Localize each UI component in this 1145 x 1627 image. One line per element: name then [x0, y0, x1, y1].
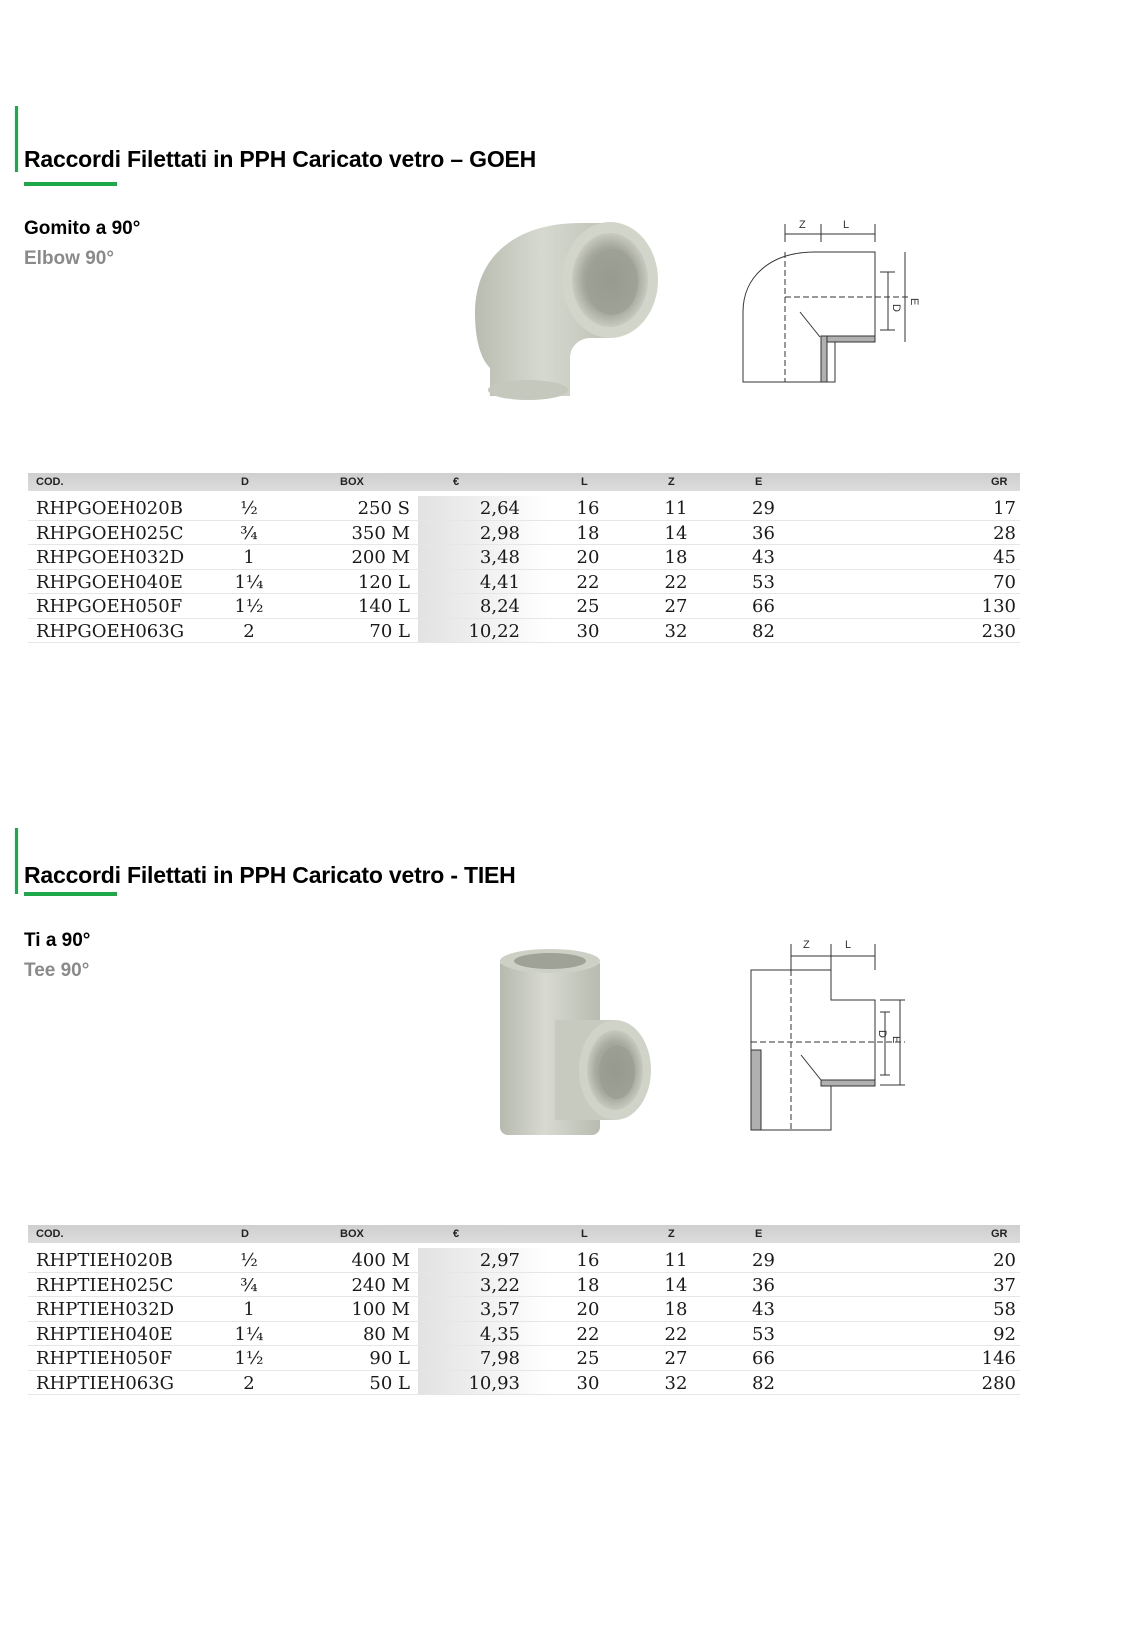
header-gr: GR — [991, 1228, 1008, 1240]
cell-gr: 70 — [993, 571, 1016, 593]
cell-l: 16 — [576, 1250, 600, 1271]
header-e: E — [755, 476, 763, 488]
header-d: D — [241, 1228, 249, 1240]
cell-eur: 3,57 — [479, 1299, 520, 1320]
cell-z: 32 — [664, 620, 688, 642]
cell-e: 43 — [752, 547, 775, 568]
header-eur: € — [453, 1228, 460, 1240]
table-header — [28, 1225, 1020, 1243]
elbow-technical-drawing — [735, 212, 925, 392]
cell-cod: RHPGOEH020B — [36, 498, 183, 519]
header-gr: GR — [991, 476, 1008, 488]
table-body — [28, 496, 1020, 643]
cell-box: 140 L — [357, 596, 410, 617]
table-row — [28, 1346, 1020, 1371]
drawing-label-z: Z — [803, 939, 810, 951]
cell-l: 20 — [576, 547, 600, 568]
cell-box: 250 S — [357, 498, 410, 519]
cell-z: 22 — [664, 571, 688, 593]
header-l: L — [581, 476, 588, 488]
row-separator — [28, 642, 1020, 643]
title-underline — [24, 892, 117, 896]
cell-d: 1½ — [234, 596, 264, 617]
cell-d: ½ — [240, 498, 258, 519]
table-row — [28, 1322, 1020, 1347]
cell-l: 22 — [576, 571, 600, 593]
cell-eur: 3,48 — [479, 547, 520, 568]
cell-eur: 7,98 — [479, 1348, 520, 1369]
table-row — [28, 1371, 1020, 1396]
tee-fitting-photo — [495, 945, 655, 1140]
cell-l: 30 — [576, 620, 600, 642]
cell-cod: RHPTIEH050F — [36, 1348, 173, 1369]
cell-eur: 2,98 — [479, 522, 520, 544]
cell-box: 80 M — [362, 1323, 410, 1345]
cell-eur: 10,93 — [468, 1372, 520, 1394]
cell-gr: 130 — [981, 596, 1016, 617]
cell-box: 240 M — [351, 1274, 410, 1296]
cell-l: 20 — [576, 1299, 600, 1320]
header-cod: COD. — [36, 1228, 64, 1240]
cell-eur: 10,22 — [468, 620, 520, 642]
table-row — [28, 1297, 1020, 1322]
cell-eur: 8,24 — [479, 596, 520, 617]
cell-z: 11 — [664, 1250, 688, 1271]
table-row — [28, 521, 1020, 546]
cell-eur: 4,35 — [479, 1323, 520, 1345]
cell-d: 1¼ — [234, 1323, 264, 1345]
section-title: Raccordi Filettati in PPH Caricato vetro - TIEH — [24, 862, 516, 888]
cell-box: 350 M — [351, 522, 410, 544]
product-table — [28, 1225, 1020, 1395]
cell-e: 36 — [752, 522, 775, 544]
cell-box: 50 L — [369, 1372, 410, 1394]
table-row — [28, 1248, 1020, 1273]
cell-e: 66 — [752, 1348, 775, 1369]
cell-cod: RHPGOEH025C — [36, 522, 184, 544]
cell-box: 100 M — [351, 1299, 410, 1320]
cell-e: 29 — [752, 498, 775, 519]
cell-cod: RHPTIEH040E — [36, 1323, 173, 1345]
tee-technical-drawing — [745, 930, 925, 1135]
header-d: D — [241, 476, 249, 488]
title-underline — [24, 182, 117, 186]
header-box: BOX — [340, 476, 364, 488]
cell-cod: RHPGOEH040E — [36, 571, 183, 593]
cell-e: 29 — [752, 1250, 775, 1271]
cell-l: 25 — [576, 596, 600, 617]
header-e: E — [755, 1228, 763, 1240]
cell-box: 400 M — [351, 1250, 410, 1271]
table-header — [28, 473, 1020, 491]
product-name-it: Ti a 90° — [24, 930, 91, 951]
header-box: BOX — [340, 1228, 364, 1240]
product-table — [28, 473, 1020, 643]
cell-l: 25 — [576, 1348, 600, 1369]
header-cod: COD. — [36, 476, 64, 488]
cell-eur: 2,64 — [479, 498, 520, 519]
cell-z: 14 — [664, 522, 688, 544]
cell-gr: 45 — [993, 547, 1016, 568]
header-z: Z — [668, 1228, 675, 1240]
table-row — [28, 594, 1020, 619]
cell-box: 120 L — [357, 571, 410, 593]
cell-box: 70 L — [369, 620, 410, 642]
header-eur: € — [453, 476, 460, 488]
cell-cod: RHPGOEH050F — [36, 596, 183, 617]
cell-gr: 37 — [993, 1274, 1016, 1296]
cell-l: 18 — [576, 1274, 600, 1296]
section-accent-bar — [15, 828, 18, 894]
cell-cod: RHPTIEH020B — [36, 1250, 173, 1271]
cell-z: 14 — [664, 1274, 688, 1296]
cell-z: 18 — [664, 1299, 688, 1320]
cell-d: 2 — [243, 620, 255, 642]
cell-gr: 280 — [981, 1372, 1016, 1394]
cell-z: 27 — [664, 1348, 688, 1369]
header-l: L — [581, 1228, 588, 1240]
cell-e: 66 — [752, 596, 775, 617]
cell-l: 18 — [576, 522, 600, 544]
cell-z: 27 — [664, 596, 688, 617]
cell-gr: 230 — [981, 620, 1016, 642]
cell-box: 200 M — [351, 547, 410, 568]
product-name-it: Gomito a 90° — [24, 218, 141, 239]
cell-e: 53 — [752, 571, 775, 593]
cell-z: 11 — [664, 498, 688, 519]
table-body — [28, 1248, 1020, 1395]
drawing-label-l: L — [843, 219, 850, 231]
cell-e: 82 — [752, 1372, 775, 1394]
table-row — [28, 496, 1020, 521]
cell-l: 30 — [576, 1372, 600, 1394]
cell-cod: RHPGOEH032D — [36, 547, 185, 568]
product-name-en: Tee 90° — [24, 960, 90, 981]
cell-l: 16 — [576, 498, 600, 519]
drawing-label-e: E — [908, 298, 920, 306]
cell-e: 53 — [752, 1323, 775, 1345]
cell-d: 1 — [243, 1299, 255, 1320]
cell-cod: RHPTIEH063G — [36, 1372, 175, 1394]
cell-z: 32 — [664, 1372, 688, 1394]
cell-gr: 28 — [993, 522, 1016, 544]
drawing-label-d: D — [890, 304, 902, 312]
cell-eur: 4,41 — [479, 571, 520, 593]
cell-l: 22 — [576, 1323, 600, 1345]
table-row — [28, 545, 1020, 570]
cell-z: 22 — [664, 1323, 688, 1345]
cell-d: 1¼ — [234, 571, 264, 593]
cell-d: 1 — [243, 547, 255, 568]
cell-d: ¾ — [240, 1274, 258, 1296]
table-row — [28, 570, 1020, 595]
header-z: Z — [668, 476, 675, 488]
product-name-en: Elbow 90° — [24, 248, 114, 269]
cell-cod: RHPGOEH063G — [36, 620, 185, 642]
cell-d: 2 — [243, 1372, 255, 1394]
cell-e: 43 — [752, 1299, 775, 1320]
cell-d: ½ — [240, 1250, 258, 1271]
cell-d: 1½ — [234, 1348, 264, 1369]
cell-cod: RHPTIEH025C — [36, 1274, 174, 1296]
cell-e: 36 — [752, 1274, 775, 1296]
cell-d: ¾ — [240, 522, 258, 544]
cell-gr: 146 — [981, 1348, 1016, 1369]
drawing-label-d: D — [876, 1030, 888, 1038]
cell-gr: 17 — [993, 498, 1016, 519]
cell-cod: RHPTIEH032D — [36, 1299, 175, 1320]
cell-e: 82 — [752, 620, 775, 642]
cell-gr: 92 — [993, 1323, 1016, 1345]
table-row — [28, 1273, 1020, 1298]
elbow-fitting-photo — [470, 218, 670, 403]
cell-eur: 3,22 — [479, 1274, 520, 1296]
drawing-label-e: E — [890, 1036, 902, 1044]
cell-gr: 58 — [993, 1299, 1016, 1320]
row-separator — [28, 1394, 1020, 1395]
table-row — [28, 619, 1020, 644]
cell-eur: 2,97 — [479, 1250, 520, 1271]
cell-box: 90 L — [369, 1348, 410, 1369]
drawing-label-l: L — [845, 939, 852, 951]
cell-z: 18 — [664, 547, 688, 568]
drawing-label-z: Z — [799, 219, 806, 231]
cell-gr: 20 — [993, 1250, 1016, 1271]
section-accent-bar — [15, 106, 18, 172]
section-title: Raccordi Filettati in PPH Caricato vetro – GOEH — [24, 146, 537, 172]
